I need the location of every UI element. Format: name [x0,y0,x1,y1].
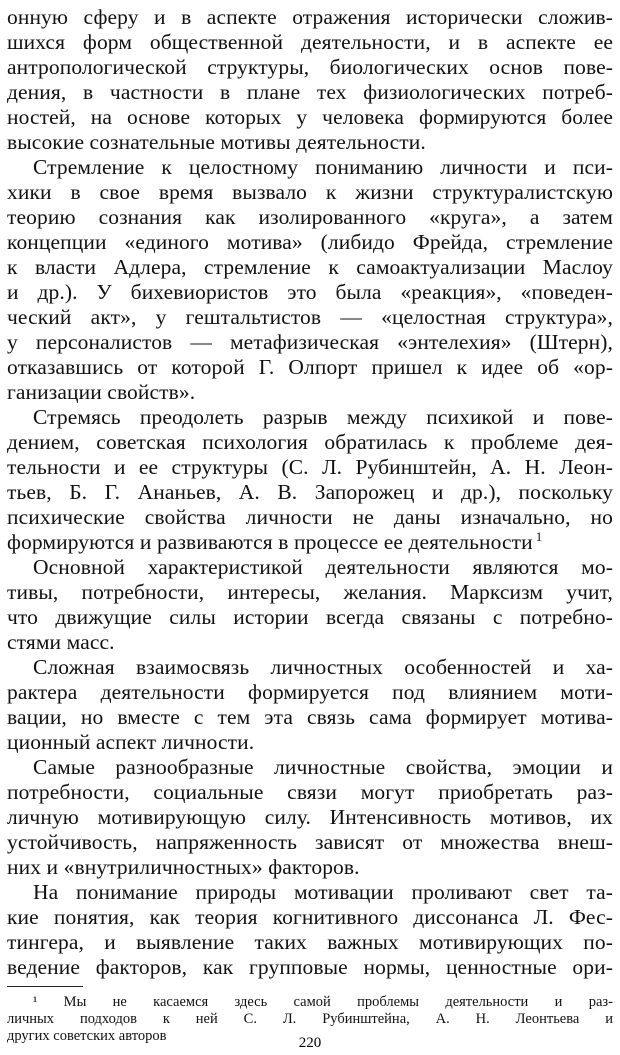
text-line: ностей, на основе которых у человека формируются более [7,105,613,129]
text-line: антропологической структуры, биологических основ пове- [7,55,613,79]
text-line: ческий акт», у гештальтистов — «целостная структура», [7,305,613,329]
footnote-line: других советских авторов [7,1028,167,1044]
footnote-reference: 1 [535,528,543,544]
text-line: тьев, Б. Г. Ананьев, А. В. Запорожец и др.), поскольку [7,480,613,504]
text-line: хики в свое время вызвало к жизни структуралистскую [7,180,613,204]
text-line: личную мотивирующую силу. Интенсивность мотивов, их [7,805,613,829]
text-line: высокие сознательные мотивы деятельности. [7,130,426,154]
text-line: теорию сознания как изолированного «круга», а затем [7,205,613,229]
text-line: ганизации свойств». [7,380,196,404]
text-line: шихся форм общественной деятельности, и в аспекте ее [7,30,613,54]
text-line: кие понятия, как теория когнитивного диссонанса Л. Фес- [7,905,613,929]
footnote-line: личных подходов к ней С. Л. Рубинштейна, А. Н. Леонтьева и [7,1011,613,1027]
text-line: стями масс. [7,630,115,654]
text-line: потребности, социальные связи могут приобретать раз- [7,780,613,804]
text-line: устойчивость, напряженность зависят от множества внеш- [7,830,613,854]
paragraph-first-line: Стремление к целостному пониманию личности и пси- [33,155,613,179]
text-line: к власти Адлера, стремление к самоактуализации Маслоу [7,255,613,279]
text-line: тельности и ее структуры (С. Л. Рубинштейн, А. Н. Леон- [7,455,613,479]
paragraph-first-line: Стремясь преодолеть разрыв между психикой и пове- [33,405,613,429]
text-line: рактера деятельности формируется под влиянием моти- [7,680,613,704]
text-line: что движущие силы истории всегда связаны с потребно- [7,605,613,629]
paragraph-first-line: Сложная взаимосвязь личностных особенностей и ха- [33,655,613,679]
text-line: дением, советская психология обратилась к проблеме дея- [7,430,613,454]
footnote-line: ¹ Мы не касаемся здесь самой проблемы деятельности и раз- [33,994,613,1010]
text-line: тивы, потребности, интересы, желания. Марксизм учит, [7,580,613,604]
footnote-divider [7,986,83,987]
text-line: отказавшись от которой Г. Олпорт пришел к идее об «ор- [7,355,613,379]
text-line: вации, но вместе с тем эта связь сама формирует мотива- [7,705,613,729]
text-line: них и «внутриличностных» факторов. [7,855,360,879]
paragraph-first-line: Самые разнообразные личностные свойства, эмоции и [33,755,613,779]
text-line: онную сферу и в аспекте отражения исторически сложив- [7,5,613,29]
page-number: 220 [298,1035,322,1051]
text-line: у персоналистов — метафизическая «энтелехия» (Штерн), [7,330,613,354]
text-line-content: формируются и развиваются в процессе ее деятельности [7,530,533,554]
text-line: психические свойства личности не даны изначально, но [7,505,613,529]
text-line: концепции «единого мотива» (либидо Фрейда, стремление [7,230,613,254]
text-line: ведение факторов, как групповые нормы, ценностные ори- [7,955,613,979]
text-line: дения, в частности в плане тех физиологических потреб- [7,80,613,104]
text-line: ционный аспект личности. [7,730,255,754]
text-line: тингера, и выявление таких важных мотивирующих по- [7,930,613,954]
text-line: и др.). У бихевиористов это была «реакция», «поведен- [7,280,613,304]
text-line [7,529,595,555]
paragraph-first-line: На понимание природы мотивации проливают свет та- [33,880,613,904]
paragraph-first-line: Основной характеристикой деятельности являются мо- [33,555,613,579]
